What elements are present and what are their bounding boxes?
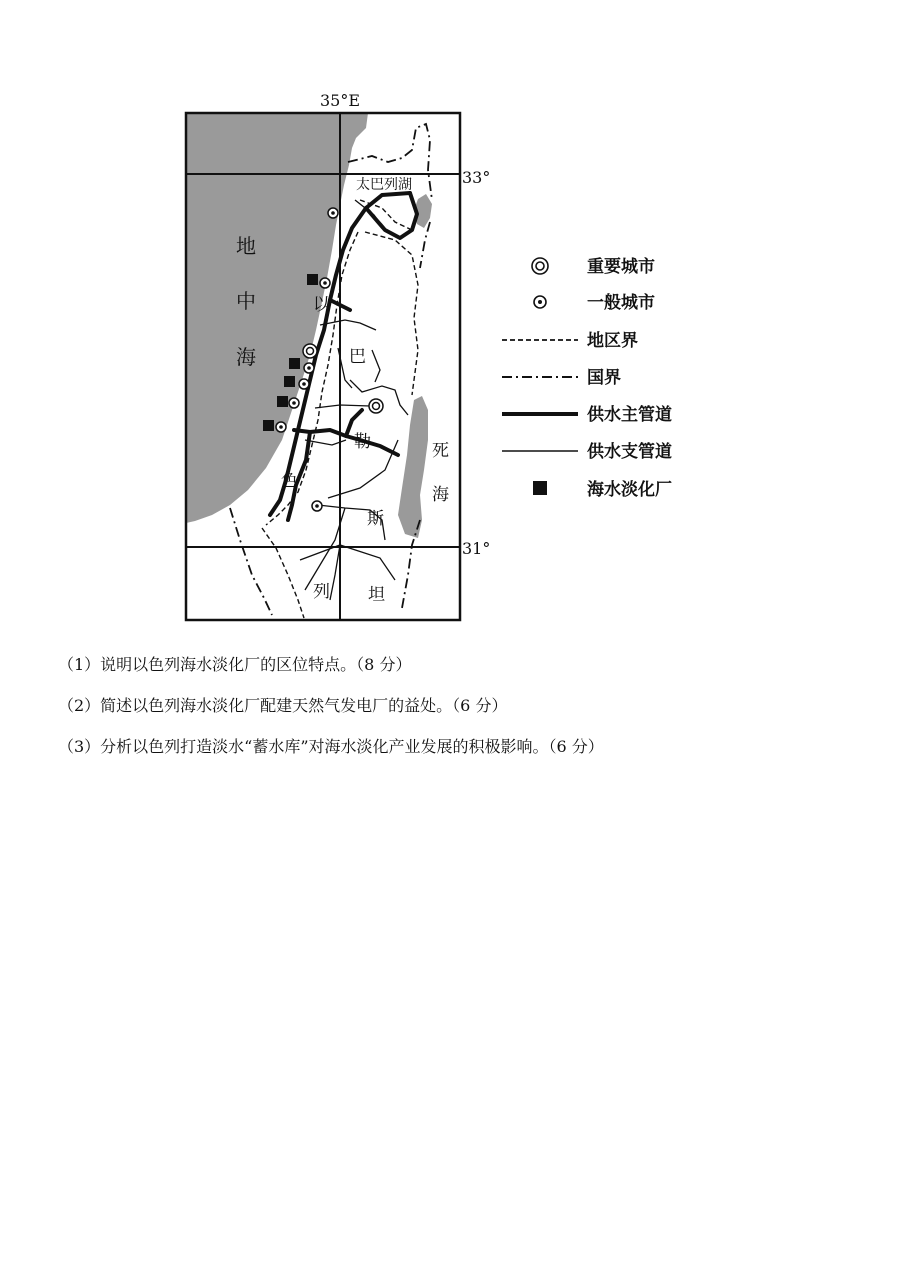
question-2: （2）简述以色列海水淡化厂配建天然气发电厂的益处。（6 分） [58,696,508,715]
city-icon [328,208,338,218]
city-icon [276,422,286,432]
dead-sea [398,396,428,538]
legend-label: 国界 [587,368,621,388]
question-1: （1）说明以色列海水淡化厂的区位特点。（8 分） [58,655,412,674]
latitude-label-33: 33° [462,168,491,187]
sea-label-char: 地 [236,234,256,258]
country-label-char: 以 [313,295,330,315]
country-label-char: 勒 [354,432,371,452]
dead-sea-label-char: 死 [432,441,449,461]
sea-label-char: 中 [236,289,256,313]
country-label-char: 列 [313,582,330,602]
desalination-plant-icon [263,420,274,431]
country-label-char: 斯 [367,509,384,529]
major-city-icon [532,258,548,274]
city-icon [289,398,299,408]
country-label-char: 巴 [349,347,366,367]
latitude-label-31: 31° [462,539,491,558]
legend-label: 地区界 [587,331,638,351]
sea-label-char: 海 [236,345,256,369]
city-icon [312,501,322,511]
city-icon [299,379,309,389]
legend-label: 供水支管道 [587,442,672,462]
desalination-plant-icon [284,376,295,387]
dead-sea-label-char: 海 [432,485,449,505]
city-icon [304,363,314,373]
desalination-plant-icon [277,396,288,407]
desalination-plant-icon [533,481,547,495]
legend-label: 供水主管道 [587,405,672,425]
legend-label: 重要城市 [587,257,655,277]
map-legend [502,256,672,500]
city-icon [534,296,546,308]
legend-label: 海水淡化厂 [587,480,672,500]
city-icon [320,278,330,288]
desalination-plant-icon [289,358,300,369]
country-label-char: 色 [281,471,298,491]
legend-label: 一般城市 [587,293,655,313]
lake-label: 太巴列湖 [356,177,412,193]
desalination-plant-icon [307,274,318,285]
question-3: （3）分析以色列打造淡水“蓄水库”对海水淡化产业发展的积极影响。（6 分） [58,737,604,756]
question-list [58,655,858,778]
country-label-char: 坦 [368,585,385,605]
major-city-icon [303,344,317,358]
major-city-icon [369,399,383,413]
longitude-label: 35°E [320,91,361,110]
